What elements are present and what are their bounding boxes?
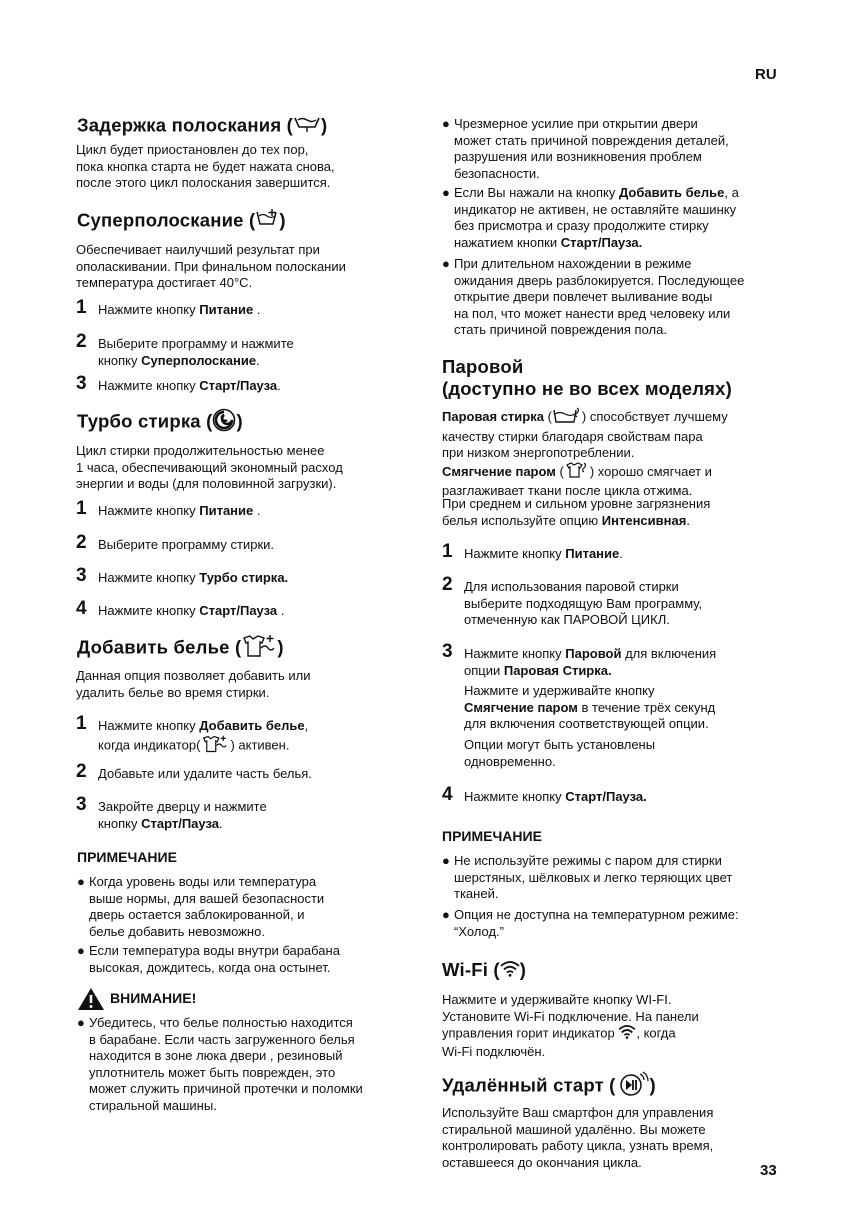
turbo-wash-text: Цикл стирки продолжительностью менее 1 часа, обеспечивающий экономный расход энергии и воды (для половинной загрузки). [76,443,343,492]
super-rinse-icon [255,209,279,234]
super-rinse-heading: Суперполоскание ( ) [77,209,286,234]
rinse-hold-heading: Задержка полоскания ( ) [77,114,327,139]
super-rinse-text: Обеспечивает наилучший результат при ополаскивании. При финальном полоскании температура достигает 40°C. [76,242,346,291]
warning-icon [77,987,105,1016]
remote-start-icon [616,1071,650,1102]
rinse-hold-text: Цикл будет приостановлен до тех пор, пока кнопка старта не будет нажата снова, после этого цикл полоскания завершится. [76,142,335,191]
steam-heading: Паровой (доступно не во всех моделях) [442,356,733,399]
remote-start-heading: Удалённый старт ( ) [442,1071,656,1102]
add-item-icon [241,634,277,663]
page-number: 33 [760,1162,777,1179]
add-item-heading: Добавить белье ( ) [77,634,284,663]
steam-note-title: ПРИМЕЧАНИЕ [442,828,542,844]
add-item-text: Данная опция позволяет добавить или удалить белье во время стирки. [76,668,311,700]
warning-title: ВНИМАНИЕ! [110,990,197,1006]
remote-start-text: Используйте Ваш смартфон для управления стиральной машиной удалённо. Вы можете контролировать работу цикла, узнать время, оставшееся до окончания цикла. [442,1105,714,1170]
steam-softener-icon [564,462,590,484]
add-item-note-title: ПРИМЕЧАНИЕ [77,849,177,865]
steam-wash-icon [552,407,582,429]
wifi-heading: Wi-Fi ( ) [442,959,526,982]
turbo-wash-heading: Турбо стирка ( ) [77,408,243,437]
wifi-text: Нажмите и удерживайте кнопку WI-FI. Установите Wi-Fi подключение. На панели управления горит индикатор , когда Wi-Fi подключён. [442,992,699,1059]
rinse-hold-icon [293,114,321,139]
wifi-icon [500,960,520,982]
turbo-wash-icon [212,408,236,437]
wifi-indicator-icon [618,1025,636,1044]
language-label: RU [755,66,777,83]
steam-intensive-text: При среднем и сильном уровне загрязнения белья используйте опцию Интенсивная. [442,496,711,528]
steam-description: Паровая стирка ( ) способствует лучшему качеству стирки благодаря свойствам пара при низком энергопотреблении. Смягчение паром ( ) хорошо смягчает и разглаживает ткани после цикла отжима. [442,407,728,500]
add-item-indicator-icon [200,735,230,758]
